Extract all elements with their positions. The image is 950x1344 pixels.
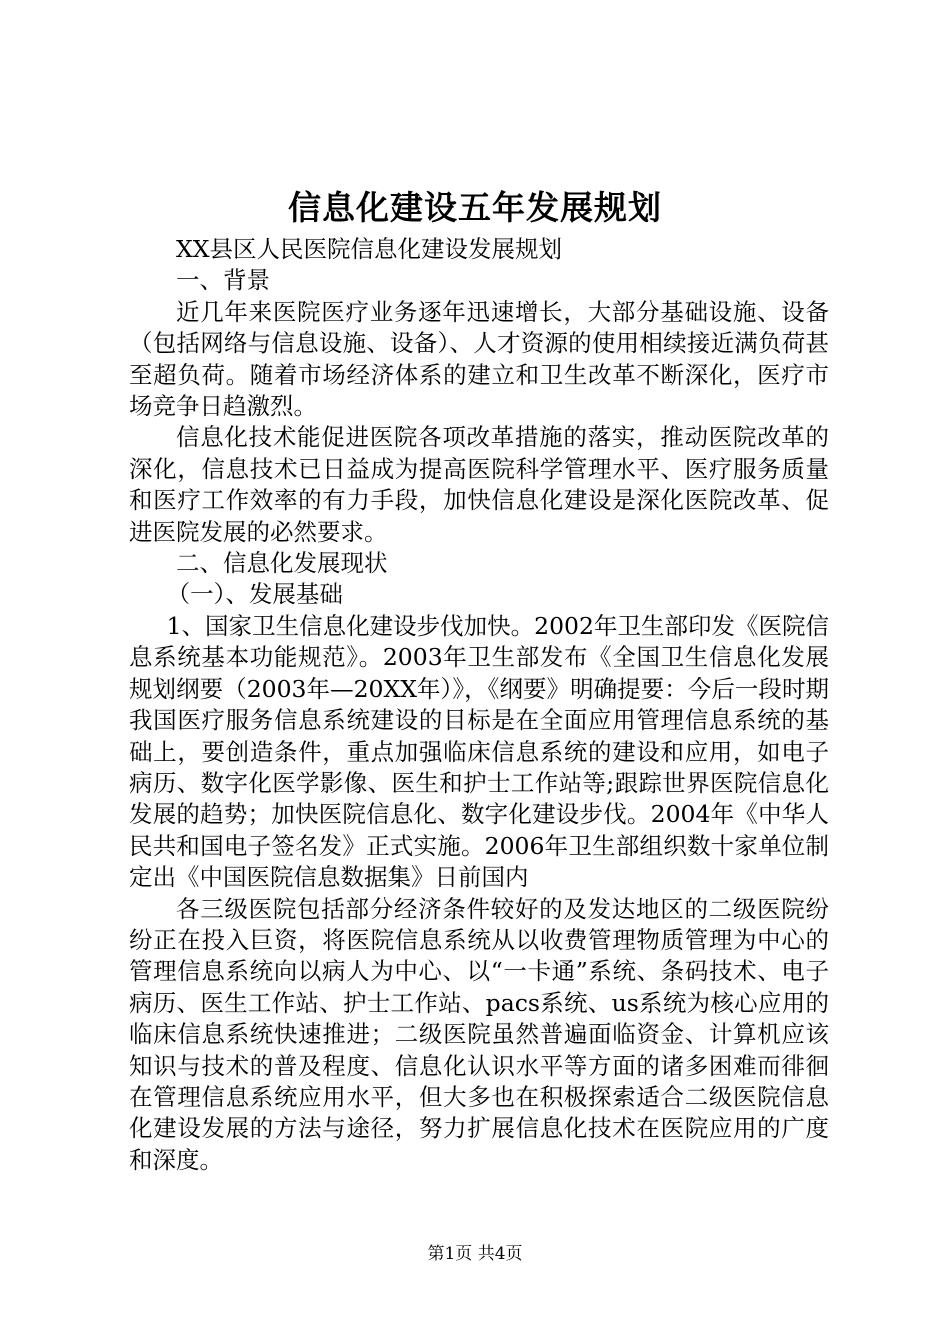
section-heading-status: 二、信息化发展现状	[176, 549, 388, 578]
subtitle-paragraph: XX县区人民医院信息化建设发展规划	[176, 235, 562, 263]
document-body	[129, 234, 829, 1176]
subsection-heading-foundation: （一）、发展基础	[166, 580, 343, 609]
paragraph-background-2: 信息化技术能促进医院各项改革措施的落实，推动医院改革的深化，信息技术已日益成为提高医院科学管理水平、医疗服务质量和医疗工作效率的有力手段，加快信息化建设是深化医院改革、促进医院发展的必然要求。	[129, 423, 829, 546]
page-number-footer: 第1页 共4页	[427, 1244, 523, 1264]
paragraph-foundation-1: 1、国家卫生信息化建设步伐加快。2002年卫生部印发《医院信息系统基本功能规范》。2003年卫生部发布《全国卫生信息化发展规划纲要（2003年—20XX年）》，《纲要》明确提要：今后一段时期我国医疗服务信息系统建设的目标是在全面应用管理信息系统的基础上，要创造条件，重点加强临床信息系统的建设和应用，如电子病历、数字化医学影像、医生和护士工作站等;跟踪世界医院信息化发展的趋势；加快医院信息化、数字化建设步伐。2004年《中华人民共和国电子签名发》正式实施。2006年卫生部组织数十家单位制定出《中国医院信息数据集》日前国内	[129, 611, 829, 892]
section-heading-background: 一、背景	[176, 266, 270, 295]
paragraph-background-1: 近几年来医院医疗业务逐年迅速增长，大部分基础设施、设备（包括网络与信息设施、设备）、人才资源的使用相续接近满负荷甚至超负荷。随着市场经济体系的建立和卫生改革不断深化，医疗市场竞争日趋激烈。	[129, 297, 829, 421]
document-title: 信息化建设五年发展规划	[288, 188, 662, 227]
paragraph-foundation-2: 各三级医院包括部分经济条件较好的及发达地区的二级医院纷纷正在投入巨资，将医院信息系统从以收费管理物质管理为中心的管理信息系统向以病人为中心、以“一卡通”系统、条码技术、电子病历、医生工作站、护士工作站、pacs系统、us系统为核心应用的临床信息系统快速推进；二级医院虽然普遍面临资金、计算机应该知识与技术的普及程度、信息化认识水平等方面的诸多困难而徘徊在管理信息系统应用水平，但大多也在积极探索适合二级医院信息化建设发展的方法与途径，努力扩展信息化技术在医院应用的广度和深度。	[129, 894, 829, 1174]
